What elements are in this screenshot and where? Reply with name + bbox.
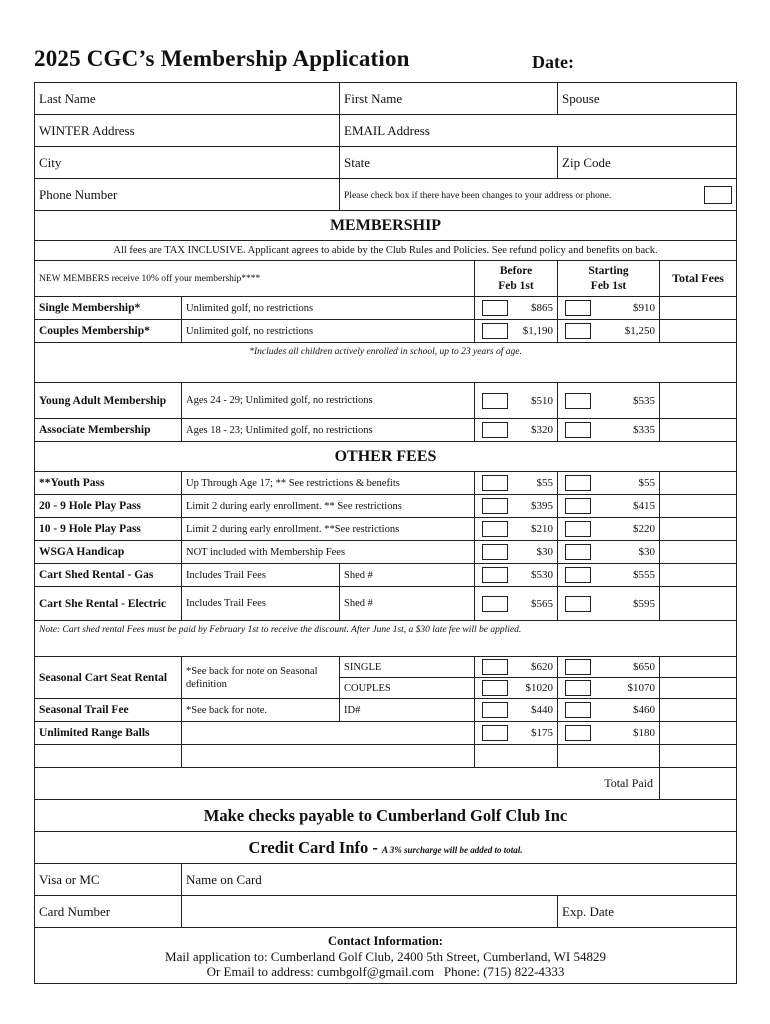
price-before: $440 — [531, 704, 554, 716]
table-row — [35, 722, 737, 745]
price-before-cell — [475, 518, 558, 541]
table-row — [35, 657, 737, 678]
total-fee-cell[interactable] — [660, 722, 737, 745]
total-paid-field[interactable] — [660, 768, 737, 800]
last-name-field[interactable]: Last Name — [35, 83, 340, 115]
total-fee-cell[interactable] — [660, 564, 737, 587]
row-label: Seasonal Trail Fee — [35, 699, 182, 722]
row-desc: *See back for note. — [182, 699, 340, 722]
price-before: $1020 — [525, 682, 554, 694]
price-after-cell — [558, 495, 660, 518]
cc-surcharge-note: A 3% surcharge will be added to total. — [382, 844, 523, 855]
credit-card-heading — [35, 832, 737, 864]
new-members-note: NEW MEMBERS receive 10% off your membership**** — [35, 261, 475, 297]
price-after: $415 — [633, 500, 656, 512]
row-label: Single Membership* — [35, 297, 182, 320]
state-field[interactable]: State — [340, 147, 558, 179]
price-before-cell — [475, 383, 558, 419]
row-desc: Ages 24 - 29; Unlimited golf, no restrictions — [182, 383, 475, 419]
row-desc: NOT included with Membership Fees — [182, 541, 475, 564]
col-total: Total Fees — [660, 261, 737, 297]
price-before-cell — [475, 320, 558, 343]
col-starting — [558, 261, 660, 297]
total-fee-cell[interactable] — [660, 419, 737, 442]
card-number-label: Card Number — [35, 896, 182, 928]
total-fee-cell[interactable] — [660, 320, 737, 343]
price-before-cell — [475, 587, 558, 621]
checkbox[interactable] — [482, 521, 508, 537]
price-before-cell — [475, 297, 558, 320]
price-after-cell — [558, 518, 660, 541]
shed-number-field[interactable]: Shed # — [340, 564, 475, 587]
row-label: Unlimited Range Balls — [35, 722, 182, 745]
table-row — [35, 419, 737, 442]
price-before: $865 — [531, 302, 554, 314]
contact-email: Or Email to address: cumbgolf@gmail.com Phone: (715) 822-4333 — [206, 963, 565, 979]
price-after-cell — [558, 699, 660, 722]
membership-heading: MEMBERSHIP — [35, 211, 737, 241]
col-starting-line1: Starting — [588, 264, 629, 277]
row-label: 20 - 9 Hole Play Pass — [35, 495, 182, 518]
checkbox[interactable] — [565, 498, 591, 514]
contact-heading: Contact Information: — [328, 933, 443, 948]
winter-address-field[interactable]: WINTER Address — [35, 115, 340, 147]
empty-cell[interactable] — [35, 745, 182, 768]
price-before: $1,190 — [522, 325, 554, 337]
checkbox[interactable] — [482, 422, 508, 438]
fees-note: All fees are TAX INCLUSIVE. Applicant agrees to abide by the Club Rules and Policies. See refund policy and benefits on back. — [35, 241, 737, 261]
total-fee-cell[interactable] — [660, 472, 737, 495]
checkbox[interactable] — [482, 725, 508, 741]
row-label: 10 - 9 Hole Play Pass — [35, 518, 182, 541]
row-desc: *See back for note on Seasonal definition — [182, 657, 340, 699]
page-title: 2025 CGC’s Membership Application — [34, 46, 410, 71]
application-form — [34, 82, 737, 984]
checkbox[interactable] — [565, 475, 591, 491]
checkbox[interactable] — [482, 544, 508, 560]
changes-row — [340, 179, 737, 211]
cc-heading: Credit Card Info - — [248, 837, 383, 857]
table-row — [35, 745, 737, 768]
price-after-cell — [558, 564, 660, 587]
checkbox[interactable] — [565, 422, 591, 438]
empty-cell[interactable] — [660, 745, 737, 768]
checkbox[interactable] — [482, 567, 508, 583]
checkbox[interactable] — [482, 498, 508, 514]
price-after-cell — [558, 472, 660, 495]
row-desc-empty — [182, 722, 475, 745]
row-desc: Unlimited golf, no restrictions — [182, 297, 475, 320]
table-row — [35, 495, 737, 518]
row-label: Associate Membership — [35, 419, 182, 442]
row-desc: Limit 2 during early enrollment. ** See restrictions — [182, 495, 475, 518]
checkbox[interactable] — [482, 393, 508, 409]
price-after: $220 — [633, 523, 656, 535]
table-row — [35, 587, 737, 621]
price-before-cell — [475, 657, 558, 678]
checkbox[interactable] — [565, 596, 591, 612]
empty-cell[interactable] — [475, 745, 558, 768]
row-desc: Limit 2 during early enrollment. **See restrictions — [182, 518, 475, 541]
price-after: $1070 — [627, 682, 656, 694]
price-before-cell — [475, 722, 558, 745]
row-label: Cart She Rental - Electric — [35, 587, 182, 621]
col-before — [475, 261, 558, 297]
price-after: $595 — [633, 597, 656, 610]
other-fees-heading: OTHER FEES — [35, 442, 737, 472]
price-before-cell — [475, 472, 558, 495]
price-after-cell — [558, 722, 660, 745]
checkbox[interactable] — [565, 702, 591, 718]
price-before: $55 — [536, 477, 554, 489]
contact-info — [35, 928, 737, 984]
table-row — [35, 564, 737, 587]
card-number-field[interactable] — [182, 896, 558, 928]
price-before-cell — [475, 699, 558, 722]
checkbox[interactable] — [565, 300, 591, 316]
total-fee-cell[interactable] — [660, 541, 737, 564]
price-after: $555 — [633, 569, 656, 581]
seat-couples-label: COUPLES — [340, 678, 475, 699]
zip-field[interactable]: Zip Code — [558, 147, 737, 179]
price-after-cell — [558, 320, 660, 343]
price-before: $320 — [531, 424, 554, 436]
total-paid-label: Total Paid — [35, 768, 660, 800]
table-row — [35, 320, 737, 343]
price-after: $910 — [633, 302, 656, 314]
changes-note: Please check box if there have been changes to your address or phone. — [344, 191, 612, 201]
checkbox[interactable] — [565, 725, 591, 741]
empty-cell[interactable] — [558, 745, 660, 768]
price-after: $180 — [633, 727, 656, 739]
checkbox[interactable] — [482, 323, 508, 339]
total-fee-cell[interactable] — [660, 657, 737, 678]
row-label: Cart Shed Rental - Gas — [35, 564, 182, 587]
checkbox[interactable] — [565, 659, 591, 675]
changes-checkbox[interactable] — [704, 186, 732, 204]
price-after: $30 — [638, 546, 656, 558]
checkbox[interactable] — [482, 475, 508, 491]
price-before: $530 — [531, 569, 554, 581]
date-label: Date: — [532, 52, 574, 72]
price-after-cell — [558, 383, 660, 419]
children-note: *Includes all children actively enrolled in school, up to 23 years of age. — [35, 343, 737, 383]
price-before: $565 — [531, 597, 554, 610]
row-label: WSGA Handicap — [35, 541, 182, 564]
table-row — [35, 541, 737, 564]
row-label: Young Adult Membership — [35, 383, 182, 419]
checkbox[interactable] — [565, 323, 591, 339]
seat-single-label: SINGLE — [340, 657, 475, 678]
checks-payable: Make checks payable to Cumberland Golf Club Inc — [35, 800, 737, 832]
row-desc: Up Through Age 17; ** See restrictions & benefits — [182, 472, 475, 495]
email-field[interactable]: EMAIL Address — [340, 115, 737, 147]
total-fee-cell[interactable] — [660, 587, 737, 621]
checkbox[interactable] — [482, 659, 508, 675]
price-before: $30 — [536, 546, 554, 558]
table-row — [35, 472, 737, 495]
price-before: $510 — [531, 394, 554, 407]
price-before-cell — [475, 678, 558, 699]
price-after-cell — [558, 419, 660, 442]
total-fee-cell[interactable] — [660, 678, 737, 699]
price-before-cell — [475, 495, 558, 518]
checkbox[interactable] — [482, 300, 508, 316]
total-fee-cell[interactable] — [660, 518, 737, 541]
trail-id-field[interactable]: ID# — [340, 699, 475, 722]
row-desc: Includes Trail Fees — [182, 564, 340, 587]
name-on-card-field[interactable]: Name on Card — [182, 864, 737, 896]
empty-cell[interactable] — [182, 745, 475, 768]
total-fee-cell[interactable] — [660, 383, 737, 419]
checkbox[interactable] — [565, 680, 591, 696]
contact-mail: Mail application to: Cumberland Golf Club, 2400 5th Street, Cumberland, WI 54829 — [165, 948, 606, 964]
row-label: **Youth Pass — [35, 472, 182, 495]
col-before-line2: Feb 1st — [498, 279, 534, 292]
price-after-cell — [558, 587, 660, 621]
phone-field[interactable]: Phone Number — [35, 179, 340, 211]
price-after: $460 — [633, 704, 656, 716]
table-row — [35, 518, 737, 541]
row-label: Seasonal Cart Seat Rental — [35, 657, 182, 699]
checkbox[interactable] — [482, 680, 508, 696]
checkbox[interactable] — [565, 521, 591, 537]
row-desc: Unlimited golf, no restrictions — [182, 320, 475, 343]
price-after-cell — [558, 297, 660, 320]
cart-shed-note: Note: Cart shed rental Fees must be paid by February 1st to receive the discount. After June 1st, a $30 late fee will be applied. — [35, 621, 737, 657]
checkbox[interactable] — [482, 702, 508, 718]
total-fee-cell[interactable] — [660, 699, 737, 722]
price-after: $55 — [638, 477, 656, 489]
exp-date-field[interactable]: Exp. Date — [558, 896, 737, 928]
total-fee-cell[interactable] — [660, 495, 737, 518]
price-after: $1,250 — [624, 325, 656, 337]
checkbox[interactable] — [482, 596, 508, 612]
shed-number-field[interactable]: Shed # — [340, 587, 475, 621]
price-before-cell — [475, 564, 558, 587]
checkbox[interactable] — [565, 567, 591, 583]
total-fee-cell[interactable] — [660, 297, 737, 320]
col-before-line1: Before — [499, 264, 533, 277]
row-desc: Includes Trail Fees — [182, 587, 340, 621]
price-before-cell — [475, 419, 558, 442]
price-after-cell — [558, 657, 660, 678]
price-before: $210 — [531, 523, 554, 535]
spouse-field[interactable]: Spouse — [558, 83, 737, 115]
visa-mc-field[interactable]: Visa or MC — [35, 864, 182, 896]
price-after-cell — [558, 678, 660, 699]
price-after-cell — [558, 541, 660, 564]
price-after: $535 — [633, 394, 656, 407]
table-row — [35, 699, 737, 722]
checkbox[interactable] — [565, 544, 591, 560]
price-before: $620 — [531, 661, 554, 673]
city-field[interactable]: City — [35, 147, 340, 179]
first-name-field[interactable]: First Name — [340, 83, 558, 115]
price-after: $335 — [633, 424, 656, 436]
table-row — [35, 297, 737, 320]
row-desc: Ages 18 - 23; Unlimited golf, no restrictions — [182, 419, 475, 442]
price-before: $175 — [531, 727, 554, 739]
price-before: $395 — [531, 500, 554, 512]
col-starting-line2: Feb 1st — [590, 279, 627, 292]
price-before-cell — [475, 541, 558, 564]
row-label: Couples Membership* — [35, 320, 182, 343]
checkbox[interactable] — [565, 393, 591, 409]
price-after: $650 — [633, 661, 656, 673]
table-row — [35, 383, 737, 419]
